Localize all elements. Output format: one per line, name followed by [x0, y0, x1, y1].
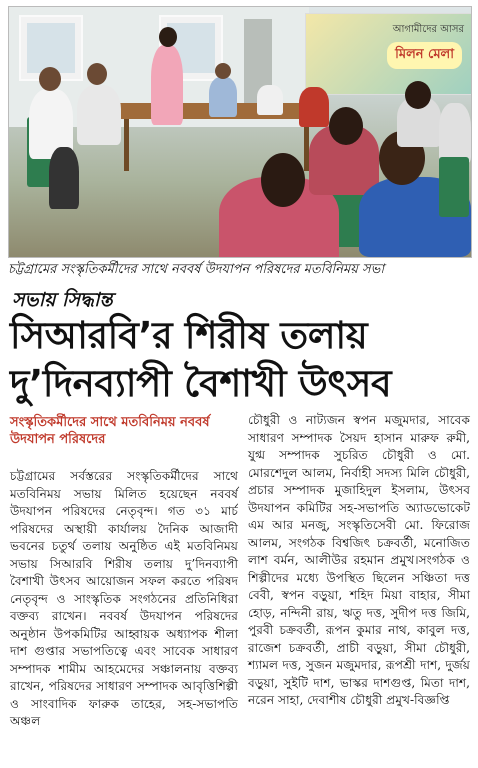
photo-caption: চট্টগ্রামের সংস্কৃতিকর্মীদের সাথে নববর্ষ উদযাপন পরিষদের মতবিনিময় সভা	[8, 262, 385, 277]
person-head	[39, 67, 61, 91]
article-paragraph: চৌধুরী ও নাট্যজন স্বপন মজুমদার, সাবেক সাধারণ সম্পাদক সৈয়দ হাসান মারুফ রুমী, যুগ্ম সম্পাদক সুচরিত চৌধুরী ও মো. মোরশেদুল আলম, নির্বাহী সদস্য মিলি চৌধুরী, প্রচার সম্পাদক মুজাহিদুল ইসলাম, উৎসব উদযাপন কমিটির সহ-সভাপতি অ্যাডভোকেট এম আর মনজু, সংস্কৃতিসেবী মো. ফিরোজ আলম, সংগঠক বিশ্বজিৎ চক্রবর্তী, মনোজিত লাশ বর্মন, আলীউর রহমান প্রমুখ।সংগঠক ও শিল্পীদের মধ্যে উপস্থিত ছিলেন সঞ্চিতা দত্ত বেবী, স্বপন বড়ুয়া, শহিদ মিয়া বাহার, সীমা হোড়, নন্দিনী রায়, ঋতু দত্ত, সুদীপ দত্ত জিমি, পুরবী চক্রবর্তী, রূপন কুমার নাথ, কাবুল দত্ত, রাজেশ চক্রবর্তী, প্রাচী বড়ুয়া, সীমা চৌধুরী, শ্যামল দত্ত, সুজন মজুমদার, রূপশ্রী দাশ, দুর্জয় বড়ুয়া, সুইটি দাশ, ভাস্কর দাশগুপ্ত, মিতা দাশ, নরেন সাহা, দেবাশীষ চৌধুরী প্রমুখ-বিজ্ঞপ্তি	[248, 413, 470, 707]
article-paragraph: চট্টগ্রামের সর্বস্তরের সংস্কৃতিকর্মীদের সাথে মতবিনিময় সভায় মিলিত হয়েছেন নববর্ষ উদযাপন পরিষদের নেতৃবৃন্দ। গত ৩১ মার্চ পরিষদের অস্থায়ী কার্যালয় দৈনিক আজাদী ভবনের চতুর্থ তলায় অনুষ্ঠিত এই মতবিনিময় সভায় সিআরবি শিরীষ তলায় দু’দিনব্যাপী বৈশাখী উৎসব আয়োজন সফল করতে পরিষদ নেতৃবৃন্দ ও সাংস্কৃতিক সংগঠনের প্রতিনিধিরা বক্তব্য রাখেন। নববর্ষ উদযাপন পরিষদের অনুষ্ঠান উপকমিটির আহ্বায়ক অধ্যাপক শীলা দাশ গুপ্তার সভাপতিত্বে এবং সাবেক সাধারণ সম্পাদক শামীম আহমেদের সঞ্চালনায় বক্তব্য রাখেন, পরিষদের সাধারণ সম্পাদক আবৃত্তিশিল্পী ও সাংবাদিক ফারুক তাহের, সহ-সভাপতি অঞ্চল	[10, 469, 238, 728]
subheadline: সংস্কৃতিকর্মীদের সাথে মতবিনিময় নববর্ষ উদযাপন পরিষদের	[10, 415, 210, 447]
person	[439, 103, 471, 163]
person	[209, 77, 237, 117]
headline-line-2: দু’দিনব্যাপী বৈশাখী উৎসব	[10, 362, 392, 405]
article-column-2	[248, 412, 470, 710]
banner-subtitle: মিলন মেলা	[387, 42, 462, 69]
headline-line-1: সিআরবি’র শিরীষ তলায়	[10, 314, 368, 357]
person-head	[329, 107, 363, 145]
person	[151, 45, 183, 125]
person	[49, 147, 79, 209]
person-head	[215, 63, 231, 79]
person-head	[159, 27, 177, 47]
chair	[439, 157, 469, 217]
kicker: সভায় সিদ্ধান্ত	[12, 289, 113, 311]
person	[77, 85, 121, 145]
article-column-1	[10, 468, 238, 731]
person-head	[87, 63, 107, 85]
banner-title: আগামীদের আসর	[392, 24, 464, 35]
news-photo	[8, 6, 472, 258]
person	[299, 87, 329, 127]
person	[257, 85, 283, 115]
person-head	[261, 153, 305, 207]
event-banner	[305, 13, 472, 95]
table-leg	[124, 119, 129, 171]
person-head	[405, 81, 431, 109]
